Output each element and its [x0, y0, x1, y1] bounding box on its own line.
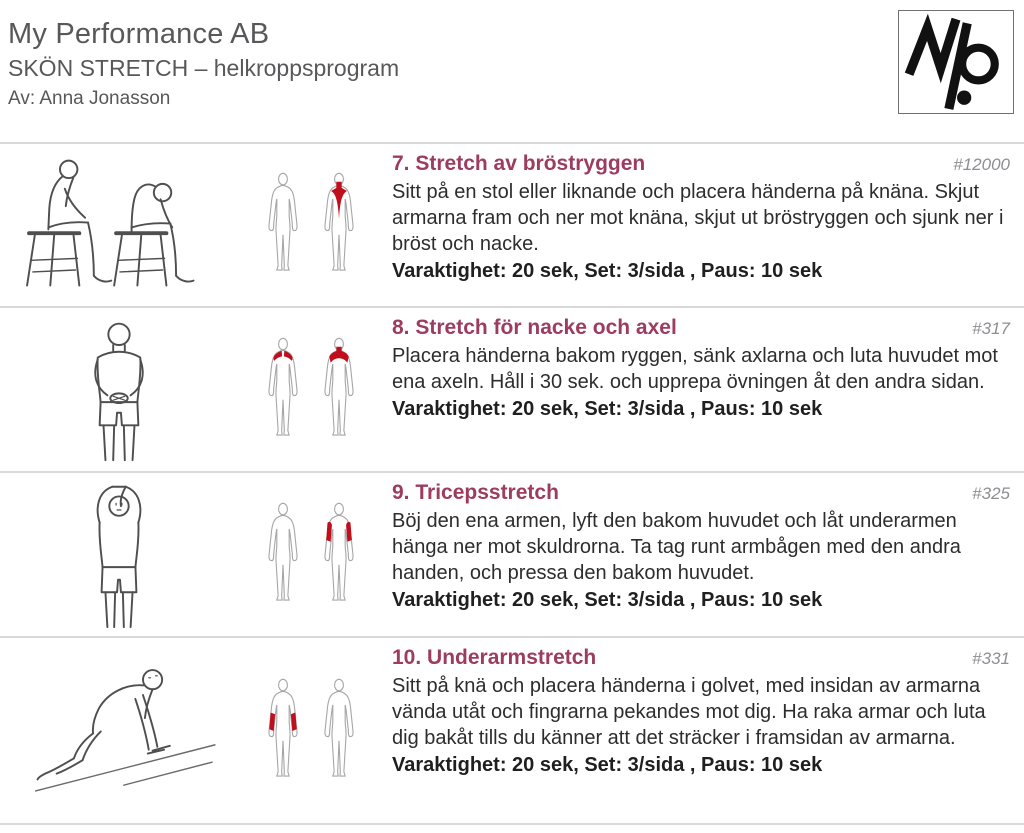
exercise-10-headline	[392, 646, 1010, 670]
exercise-7-muscle-chart	[238, 144, 384, 306]
page-header	[0, 0, 1024, 144]
exercise-8-headline	[392, 316, 1010, 340]
exercise-9-headline	[392, 481, 1010, 505]
exercise-dosage: Varaktighet: 20 sek, Set: 3/sida , Paus: 10 sek	[392, 398, 823, 420]
myp-logo	[898, 10, 1014, 114]
exercise-row-8	[0, 308, 1024, 473]
standing-arms-overhead-stretch-drawing	[7, 480, 231, 630]
body-front-forearms-highlight-icon	[263, 678, 303, 784]
exercise-9-muscle-chart	[238, 473, 384, 636]
exercise-row-9	[0, 473, 1024, 638]
exercise-8-illustration	[0, 308, 238, 471]
exercise-dosage: Varaktighet: 20 sek, Set: 3/sida , Paus: 10 sek	[392, 260, 823, 282]
exercise-row-7	[0, 144, 1024, 308]
exercise-title: 8. Stretch för nacke och axel	[392, 316, 677, 339]
exercise-description: Placera händerna bakom ryggen, sänk axlarna och luta huvudet mot ena axeln. Håll i 30 sek. och upprepa övningen åt den andra sidan.	[392, 345, 998, 393]
exercise-ref-number: #325	[972, 484, 1010, 503]
body-front-icon	[263, 502, 303, 608]
exercise-8-muscle-chart	[238, 308, 384, 471]
exercise-description: Sitt på knä och placera händerna i golvet, med insidan av armarna vända utåt och fingrarna pekandes mot dig. Ha raka armar och luta dig bakåt tills du känner att det sträcker i framsidan av armarna.	[392, 675, 986, 749]
exercise-9-illustration	[0, 473, 238, 636]
exercise-title: 9. Tricepsstretch	[392, 481, 559, 504]
exercise-10-text	[384, 638, 1024, 823]
exercise-title: 10. Underarmstretch	[392, 646, 597, 669]
exercise-ref-number: #317	[972, 319, 1010, 338]
exercise-7-text	[384, 144, 1024, 306]
exercise-description: Sitt på en stol eller liknande och placera händerna på knäna. Skjut armarna fram och ner mot knäna, skjut ut bröstryggen och sjunk ner i bröst och nacke.	[392, 181, 1004, 255]
exercise-10-illustration	[0, 638, 238, 823]
exercise-description: Böj den ena armen, lyft den bakom huvudet och låt underarmen hänga ner mot skuldrorna. Ta tag runt armbågen med den andra handen, och pressa den bakom huvudet.	[392, 510, 961, 584]
standing-hands-clasped-behind-back-drawing	[7, 315, 231, 465]
body-back-icon	[319, 678, 359, 784]
exercise-dosage: Varaktighet: 20 sek, Set: 3/sida , Paus: 10 sek	[392, 754, 823, 776]
exercise-title: 7. Stretch av bröstryggen	[392, 152, 646, 175]
exercise-dosage: Varaktighet: 20 sek, Set: 3/sida , Paus: 10 sek	[392, 589, 823, 611]
exercise-row-10	[0, 638, 1024, 825]
exercise-7-headline	[392, 152, 1010, 176]
body-back-triceps-highlight-icon	[319, 502, 359, 608]
exercise-7-illustration	[0, 144, 238, 306]
body-back-neck-shoulders-highlight-icon	[319, 337, 359, 443]
seated-forward-bend-on-stool-drawing	[7, 150, 231, 300]
author-line: Av: Anna Jonasson	[8, 88, 171, 109]
kneeling-forearm-stretch-drawing	[7, 649, 231, 812]
exercise-10-muscle-chart	[238, 638, 384, 823]
body-front-shoulders-highlight-icon	[263, 337, 303, 443]
page-title: My Performance AB	[8, 18, 270, 50]
body-back-upper-back-highlight-icon	[319, 172, 359, 278]
exercise-8-text	[384, 308, 1024, 471]
exercise-ref-number: #12000	[953, 155, 1010, 174]
program-subtitle: SKÖN STRETCH – helkroppsprogram	[8, 55, 400, 81]
body-front-icon	[263, 172, 303, 278]
exercise-9-text	[384, 473, 1024, 636]
exercise-ref-number: #331	[972, 649, 1010, 668]
